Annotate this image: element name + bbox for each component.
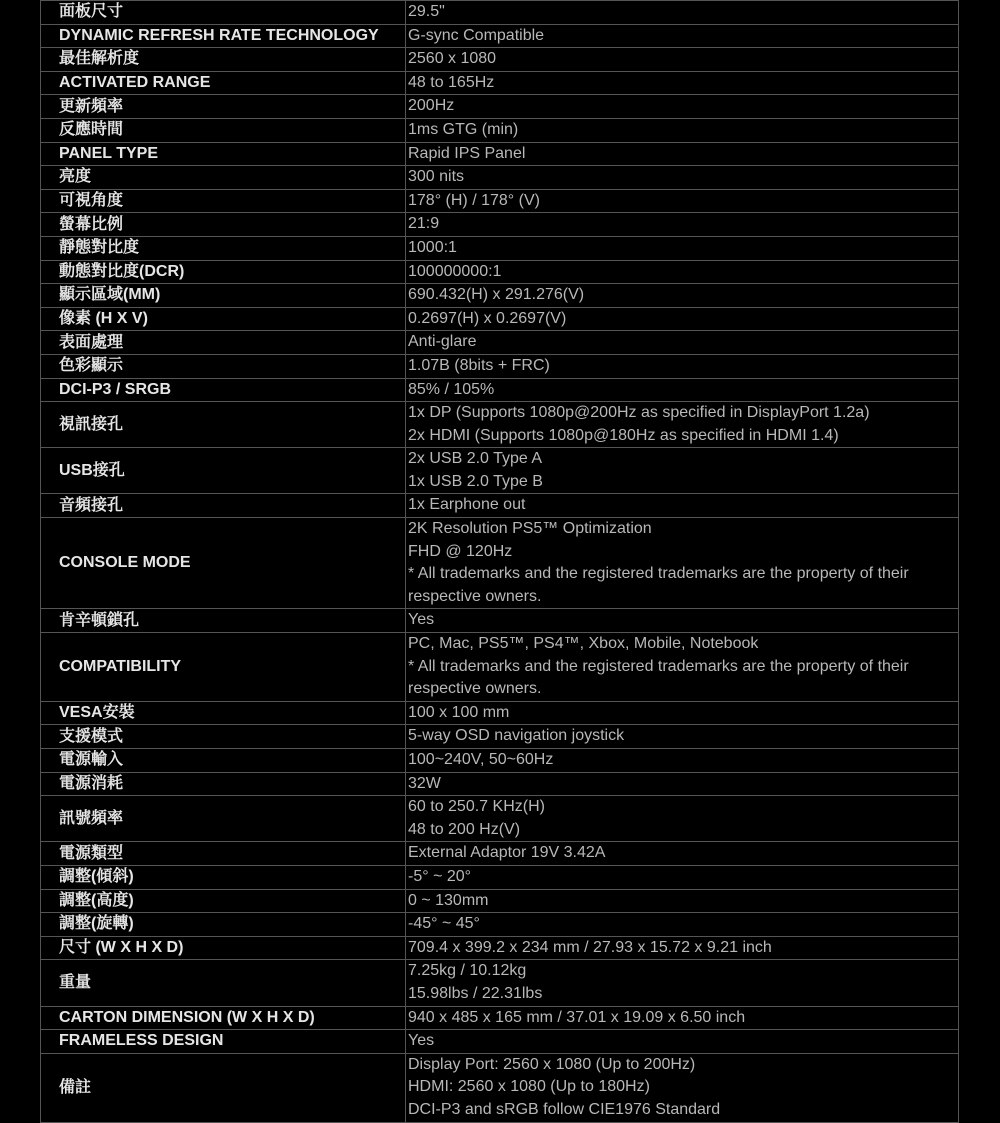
spec-value xyxy=(406,95,959,119)
spec-value xyxy=(406,402,959,448)
spec-value xyxy=(406,48,959,72)
spec-table-body xyxy=(41,1,959,1123)
spec-value xyxy=(406,1,959,25)
spec-value-line: 2K Resolution PS5™ Optimization xyxy=(408,520,652,538)
spec-row xyxy=(41,518,959,609)
spec-label: 電源輸入 xyxy=(41,749,406,773)
spec-row xyxy=(41,842,959,866)
spec-value-line: PC, Mac, PS5™, PS4™, Xbox, Mobile, Notebook xyxy=(408,635,759,653)
spec-row xyxy=(41,1006,959,1030)
spec-label: 調整(旋轉) xyxy=(41,913,406,937)
spec-value-line: FHD @ 120Hz xyxy=(408,542,513,560)
spec-value-line: Yes xyxy=(408,1032,435,1050)
spec-value xyxy=(406,772,959,796)
spec-value xyxy=(406,24,959,48)
spec-row xyxy=(41,236,959,260)
spec-label: 肯辛頓鎖孔 xyxy=(41,609,406,633)
spec-row xyxy=(41,354,959,378)
spec-value-line: 0 ~ 130mm xyxy=(408,891,489,909)
spec-value-line: 1ms GTG (min) xyxy=(408,120,519,138)
spec-row xyxy=(41,95,959,119)
spec-value xyxy=(406,1030,959,1054)
spec-label: 尺寸 (W X H X D) xyxy=(41,936,406,960)
spec-label: VESA安裝 xyxy=(41,701,406,725)
spec-value-line: 15.98lbs / 22.31lbs xyxy=(408,984,543,1002)
spec-label: COMPATIBILITY xyxy=(41,633,406,702)
spec-row xyxy=(41,402,959,448)
spec-row xyxy=(41,796,959,842)
spec-value-line: 48 to 200 Hz(V) xyxy=(408,820,521,838)
spec-row xyxy=(41,71,959,95)
spec-label: 訊號頻率 xyxy=(41,796,406,842)
spec-label: 視訊接孔 xyxy=(41,402,406,448)
spec-value-line: 48 to 165Hz xyxy=(408,73,495,91)
spec-row xyxy=(41,213,959,237)
spec-label: 重量 xyxy=(41,960,406,1006)
spec-label: 支援模式 xyxy=(41,725,406,749)
spec-label: 反應時間 xyxy=(41,118,406,142)
spec-value xyxy=(406,166,959,190)
spec-row xyxy=(41,609,959,633)
spec-label: 面板尺寸 xyxy=(41,1,406,25)
spec-value-line: External Adaptor 19V 3.42A xyxy=(408,844,606,862)
spec-row xyxy=(41,494,959,518)
spec-value xyxy=(406,378,959,402)
spec-value xyxy=(406,189,959,213)
spec-value xyxy=(406,633,959,702)
spec-value xyxy=(406,1006,959,1030)
spec-value-line: DCI-P3 and sRGB follow CIE1976 Standard xyxy=(408,1100,721,1118)
spec-row xyxy=(41,118,959,142)
spec-value xyxy=(406,518,959,609)
spec-value xyxy=(406,796,959,842)
spec-row xyxy=(41,166,959,190)
spec-value xyxy=(406,725,959,749)
spec-label: CARTON DIMENSION (W X H X D) xyxy=(41,1006,406,1030)
spec-value-line: * All trademarks and the registered trademarks are the property of their respective owners. xyxy=(408,657,909,698)
spec-value xyxy=(406,749,959,773)
spec-row xyxy=(41,284,959,308)
spec-value xyxy=(406,960,959,1006)
spec-row xyxy=(41,331,959,355)
spec-label: 電源消耗 xyxy=(41,772,406,796)
spec-value-line: 940 x 485 x 165 mm / 37.01 x 19.09 x 6.50 inch xyxy=(408,1008,746,1026)
spec-value-line: -5° ~ 20° xyxy=(408,867,472,885)
spec-row xyxy=(41,633,959,702)
spec-value-line: 5-way OSD navigation joystick xyxy=(408,727,625,745)
spec-value-line: Anti-glare xyxy=(408,333,477,351)
spec-label: 最佳解析度 xyxy=(41,48,406,72)
spec-value xyxy=(406,213,959,237)
spec-value-line: * All trademarks and the registered trademarks are the property of their respective owners. xyxy=(408,565,909,605)
spec-value-line: 32W xyxy=(408,774,441,792)
spec-value-line: 21:9 xyxy=(408,215,440,233)
spec-value-line: 2x HDMI (Supports 1080p@180Hz as specified in HDMI 1.4) xyxy=(408,426,839,444)
spec-value-line: 2x USB 2.0 Type A xyxy=(408,450,543,468)
spec-row xyxy=(41,936,959,960)
spec-value-line: 1x DP (Supports 1080p@200Hz as specified in DisplayPort 1.2a) xyxy=(408,404,870,422)
spec-label: 螢幕比例 xyxy=(41,213,406,237)
spec-label: 表面處理 xyxy=(41,331,406,355)
spec-value-line: 178° (H) / 178° (V) xyxy=(408,191,540,209)
spec-label: 動態對比度(DCR) xyxy=(41,260,406,284)
spec-value-line: 2560 x 1080 xyxy=(408,50,497,68)
spec-row xyxy=(41,772,959,796)
spec-value-line: 1x Earphone out xyxy=(408,496,526,514)
spec-value-line: 85% / 105% xyxy=(408,380,495,398)
spec-value-line: HDMI: 2560 x 1080 (Up to 180Hz) xyxy=(408,1078,650,1096)
spec-row xyxy=(41,189,959,213)
spec-value xyxy=(406,842,959,866)
spec-value xyxy=(406,865,959,889)
spec-value xyxy=(406,142,959,166)
spec-label: USB接孔 xyxy=(41,448,406,494)
spec-label: 亮度 xyxy=(41,166,406,190)
spec-row xyxy=(41,913,959,937)
spec-row xyxy=(41,307,959,331)
spec-value xyxy=(406,354,959,378)
spec-label: 顯示區域(MM) xyxy=(41,284,406,308)
spec-value xyxy=(406,889,959,913)
spec-value-line: 100000000:1 xyxy=(408,262,502,280)
spec-value-line: 7.25kg / 10.12kg xyxy=(408,962,527,980)
spec-value-line: Display Port: 2560 x 1080 (Up to 200Hz) xyxy=(408,1055,696,1073)
spec-value xyxy=(406,609,959,633)
spec-row xyxy=(41,378,959,402)
spec-value-line: 60 to 250.7 KHz(H) xyxy=(408,798,545,816)
spec-row xyxy=(41,142,959,166)
spec-row xyxy=(41,960,959,1006)
spec-row xyxy=(41,24,959,48)
spec-value-line: 300 nits xyxy=(408,168,465,186)
spec-value-line: 709.4 x 399.2 x 234 mm / 27.93 x 15.72 x 9.21 inch xyxy=(408,938,772,956)
spec-label: CONSOLE MODE xyxy=(41,518,406,609)
spec-row xyxy=(41,448,959,494)
spec-label: 更新頻率 xyxy=(41,95,406,119)
spec-value xyxy=(406,913,959,937)
spec-label: 像素 (H X V) xyxy=(41,307,406,331)
spec-value xyxy=(406,494,959,518)
spec-value xyxy=(406,448,959,494)
spec-row xyxy=(41,260,959,284)
spec-value-line: 100 x 100 mm xyxy=(408,703,510,721)
spec-value xyxy=(406,236,959,260)
spec-row xyxy=(41,725,959,749)
spec-value-line: Rapid IPS Panel xyxy=(408,144,526,162)
spec-value-line: 200Hz xyxy=(408,97,455,115)
spec-label: 備註 xyxy=(41,1053,406,1122)
spec-label: 色彩顯示 xyxy=(41,354,406,378)
spec-row xyxy=(41,1030,959,1054)
spec-value xyxy=(406,284,959,308)
spec-value-line: 690.432(H) x 291.276(V) xyxy=(408,286,585,304)
spec-value-line: 1x USB 2.0 Type B xyxy=(408,472,543,490)
spec-row xyxy=(41,1,959,25)
spec-value-line: 100~240V, 50~60Hz xyxy=(408,751,554,768)
spec-label: PANEL TYPE xyxy=(41,142,406,166)
spec-table xyxy=(40,0,959,1123)
spec-value-line: -45° ~ 45° xyxy=(408,915,480,933)
spec-label: 調整(高度) xyxy=(41,889,406,913)
spec-value xyxy=(406,307,959,331)
spec-label: DYNAMIC REFRESH RATE TECHNOLOGY xyxy=(41,24,406,48)
spec-value xyxy=(406,71,959,95)
spec-value xyxy=(406,1053,959,1122)
spec-value xyxy=(406,260,959,284)
spec-value xyxy=(406,331,959,355)
spec-row xyxy=(41,701,959,725)
spec-row xyxy=(41,1053,959,1122)
spec-row xyxy=(41,865,959,889)
spec-value-line: 29.5" xyxy=(408,3,445,20)
spec-row xyxy=(41,749,959,773)
spec-row xyxy=(41,48,959,72)
spec-label: 調整(傾斜) xyxy=(41,865,406,889)
spec-label: 音頻接孔 xyxy=(41,494,406,518)
spec-value-line: 1000:1 xyxy=(408,238,457,256)
spec-value xyxy=(406,936,959,960)
spec-value-line: G-sync Compatible xyxy=(408,26,545,44)
spec-value-line: 0.2697(H) x 0.2697(V) xyxy=(408,309,567,327)
spec-label: ACTIVATED RANGE xyxy=(41,71,406,95)
spec-label: DCI-P3 / SRGB xyxy=(41,378,406,402)
spec-value xyxy=(406,118,959,142)
spec-value xyxy=(406,701,959,725)
spec-row xyxy=(41,889,959,913)
spec-label: FRAMELESS DESIGN xyxy=(41,1030,406,1054)
spec-label: 靜態對比度 xyxy=(41,236,406,260)
spec-value-line: 1.07B (8bits + FRC) xyxy=(408,356,550,374)
spec-label: 可視角度 xyxy=(41,189,406,213)
spec-value-line: Yes xyxy=(408,611,435,629)
spec-label: 電源類型 xyxy=(41,842,406,866)
